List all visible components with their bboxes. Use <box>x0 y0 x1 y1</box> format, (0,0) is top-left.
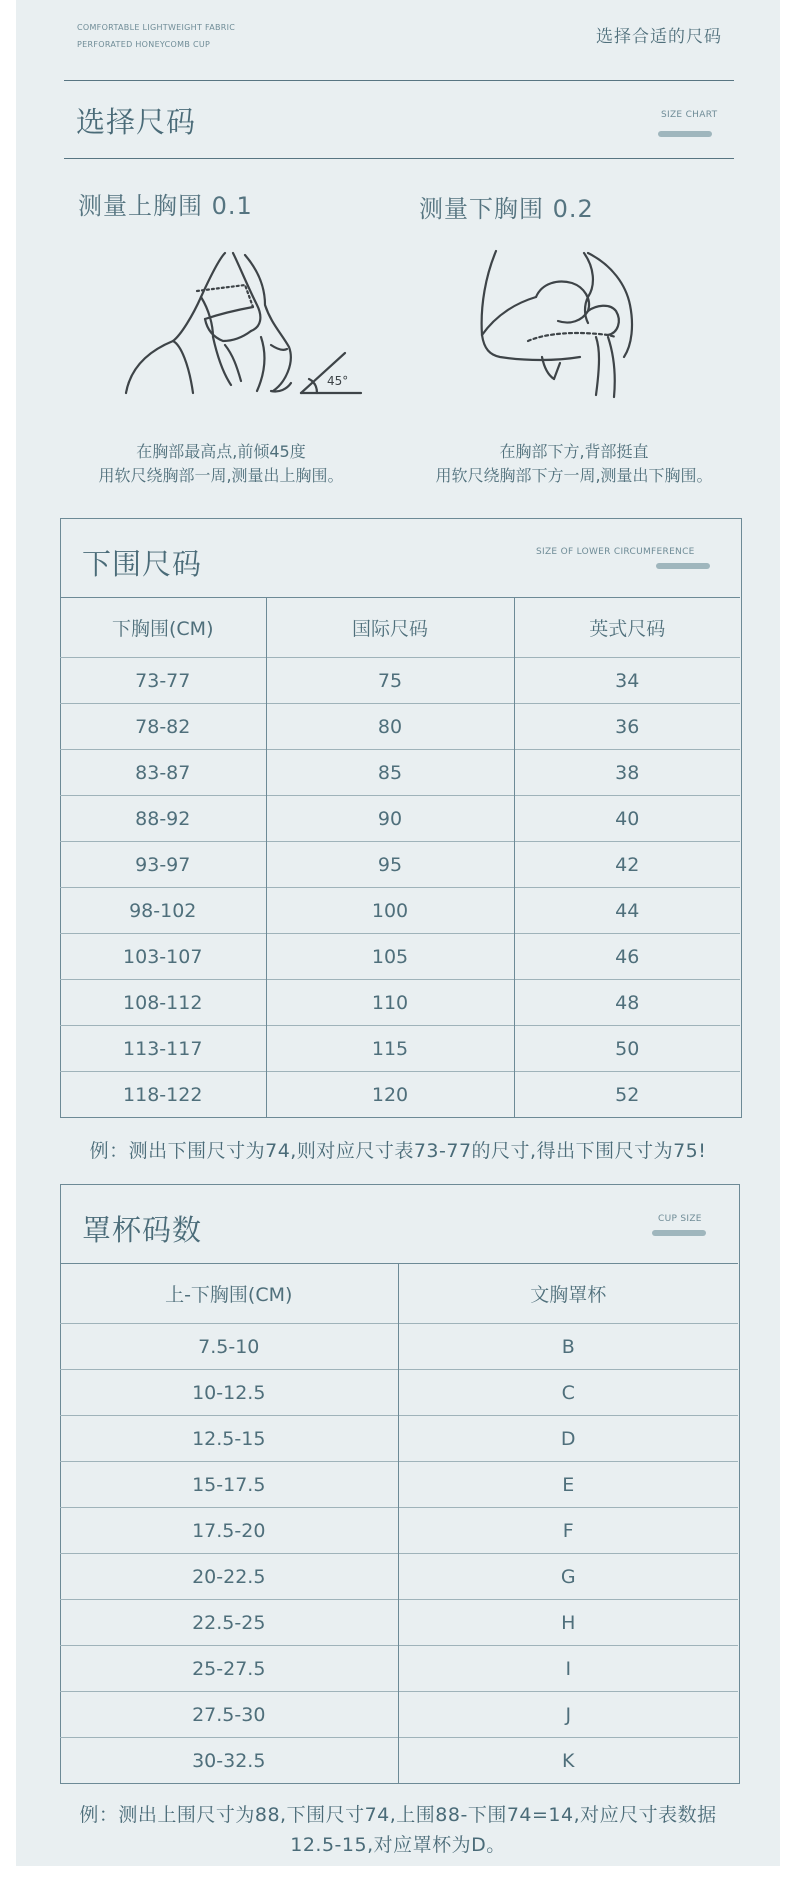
table-cell: J <box>398 1692 738 1738</box>
table-cell: 22.5-25 <box>60 1600 398 1646</box>
table-row <box>60 658 740 704</box>
table-cell: 7.5-10 <box>60 1324 398 1370</box>
table-row <box>60 1600 738 1646</box>
table-cell: E <box>398 1462 738 1508</box>
table-row <box>60 796 740 842</box>
lower-header-uk: 英式尺码 <box>514 598 740 658</box>
lower-caption-line-2: 用软尺绕胸部下方一周,测量出下胸围。 <box>435 466 713 485</box>
size-section-subtitle: SIZE CHART <box>661 110 718 120</box>
cup-size-table <box>60 1263 738 1784</box>
table-cell: 95 <box>266 842 514 888</box>
table-cell: 30-32.5 <box>60 1738 398 1784</box>
lower-table-title: 下围尺码 <box>82 547 203 581</box>
table-cell: 25-27.5 <box>60 1646 398 1692</box>
header-divider-bottom <box>64 158 734 159</box>
table-cell: 120 <box>266 1072 514 1118</box>
table-cell: 10-12.5 <box>60 1370 398 1416</box>
table-row <box>60 1072 740 1118</box>
table-cell: 98-102 <box>60 888 266 934</box>
table-row <box>60 1508 738 1554</box>
table-cell: 73-77 <box>60 658 266 704</box>
upper-caption-line-2: 用软尺绕胸部一周,测量出上胸围。 <box>98 466 344 485</box>
lower-bust-measure-illustration <box>476 245 656 405</box>
upper-caption-line-1: 在胸部最高点,前倾45度 <box>136 442 306 461</box>
lower-size-table <box>60 597 740 1118</box>
table-cell: 80 <box>266 704 514 750</box>
table-cell: 36 <box>514 704 740 750</box>
table-cell: 15-17.5 <box>60 1462 398 1508</box>
table-cell: 42 <box>514 842 740 888</box>
angle-label: 45° <box>327 374 349 388</box>
table-cell: 75 <box>266 658 514 704</box>
size-section-title: 选择尺码 <box>76 105 197 139</box>
tagline-line-2: PERFORATED HONEYCOMB CUP <box>77 40 211 49</box>
table-cell: 103-107 <box>60 934 266 980</box>
cup-size-example <box>36 1800 760 1860</box>
header-divider-top <box>64 80 734 81</box>
size-section-pill <box>658 131 712 137</box>
table-cell: 50 <box>514 1026 740 1072</box>
table-row <box>60 888 740 934</box>
table-row <box>60 1692 738 1738</box>
lower-header-international: 国际尺码 <box>266 598 514 658</box>
table-cell: 78-82 <box>60 704 266 750</box>
table-row <box>60 1554 738 1600</box>
table-cell: 105 <box>266 934 514 980</box>
table-row <box>60 1738 738 1784</box>
lower-caption-line-1: 在胸部下方,背部挺直 <box>499 442 649 461</box>
cup-example-line-2: 12.5-15,对应罩杯为D。 <box>290 1834 506 1856</box>
table-cell: 27.5-30 <box>60 1692 398 1738</box>
table-row <box>60 750 740 796</box>
table-cell: 34 <box>514 658 740 704</box>
table-cell: 48 <box>514 980 740 1026</box>
table-cell: 85 <box>266 750 514 796</box>
table-cell: D <box>398 1416 738 1462</box>
table-cell: 100 <box>266 888 514 934</box>
tagline-line-1: COMFORTABLE LIGHTWEIGHT FABRIC <box>77 23 236 32</box>
cup-header-cup: 文胸罩杯 <box>398 1264 738 1324</box>
lower-table-subtitle: SIZE OF LOWER CIRCUMFERENCE <box>536 547 695 557</box>
table-cell: 115 <box>266 1026 514 1072</box>
cup-table-pill <box>652 1230 706 1236</box>
cup-table-header-row <box>60 1264 738 1324</box>
table-cell: 40 <box>514 796 740 842</box>
table-cell: 118-122 <box>60 1072 266 1118</box>
table-cell: F <box>398 1508 738 1554</box>
table-row <box>60 704 740 750</box>
table-cell: 12.5-15 <box>60 1416 398 1462</box>
header-right-title: 选择合适的尺码 <box>596 27 722 47</box>
table-cell: B <box>398 1324 738 1370</box>
table-row <box>60 1646 738 1692</box>
size-guide-page <box>16 0 780 1866</box>
table-cell: 44 <box>514 888 740 934</box>
table-row <box>60 1462 738 1508</box>
table-cell: 93-97 <box>60 842 266 888</box>
table-cell: 52 <box>514 1072 740 1118</box>
table-row <box>60 934 740 980</box>
table-cell: 17.5-20 <box>60 1508 398 1554</box>
table-cell: 38 <box>514 750 740 796</box>
table-row <box>60 842 740 888</box>
table-row <box>60 1416 738 1462</box>
lower-table-pill <box>656 563 710 569</box>
lower-measure-title: 测量下胸围 0.2 <box>419 195 594 223</box>
table-cell: G <box>398 1554 738 1600</box>
table-cell: 113-117 <box>60 1026 266 1072</box>
table-cell: 108-112 <box>60 980 266 1026</box>
table-row <box>60 1370 738 1416</box>
table-row <box>60 1324 738 1370</box>
upper-measure-title: 测量上胸围 0.1 <box>78 192 253 220</box>
cup-table-title: 罩杯码数 <box>82 1213 203 1247</box>
table-cell: 20-22.5 <box>60 1554 398 1600</box>
table-cell: 46 <box>514 934 740 980</box>
lower-header-underbust: 下胸围(CM) <box>60 598 266 658</box>
table-cell: K <box>398 1738 738 1784</box>
table-cell: C <box>398 1370 738 1416</box>
lower-size-example: 例：测出下围尺寸为74,则对应尺寸表73-77的尺寸,得出下围尺寸为75! <box>89 1140 707 1162</box>
lower-measure-caption <box>404 440 744 488</box>
table-cell: H <box>398 1600 738 1646</box>
table-row <box>60 980 740 1026</box>
upper-bust-measure-illustration <box>121 245 371 405</box>
table-cell: 110 <box>266 980 514 1026</box>
table-cell: 88-92 <box>60 796 266 842</box>
cup-example-line-1: 例：测出上围尺寸为88,下围尺寸74,上围88-下围74=14,对应尺寸表数据 <box>79 1804 717 1826</box>
table-cell: 83-87 <box>60 750 266 796</box>
lower-table-header-row <box>60 598 740 658</box>
upper-measure-caption <box>71 440 371 488</box>
cup-header-difference: 上-下胸围(CM) <box>60 1264 398 1324</box>
table-row <box>60 1026 740 1072</box>
table-cell: I <box>398 1646 738 1692</box>
cup-table-subtitle: CUP SIZE <box>658 1214 702 1224</box>
table-cell: 90 <box>266 796 514 842</box>
